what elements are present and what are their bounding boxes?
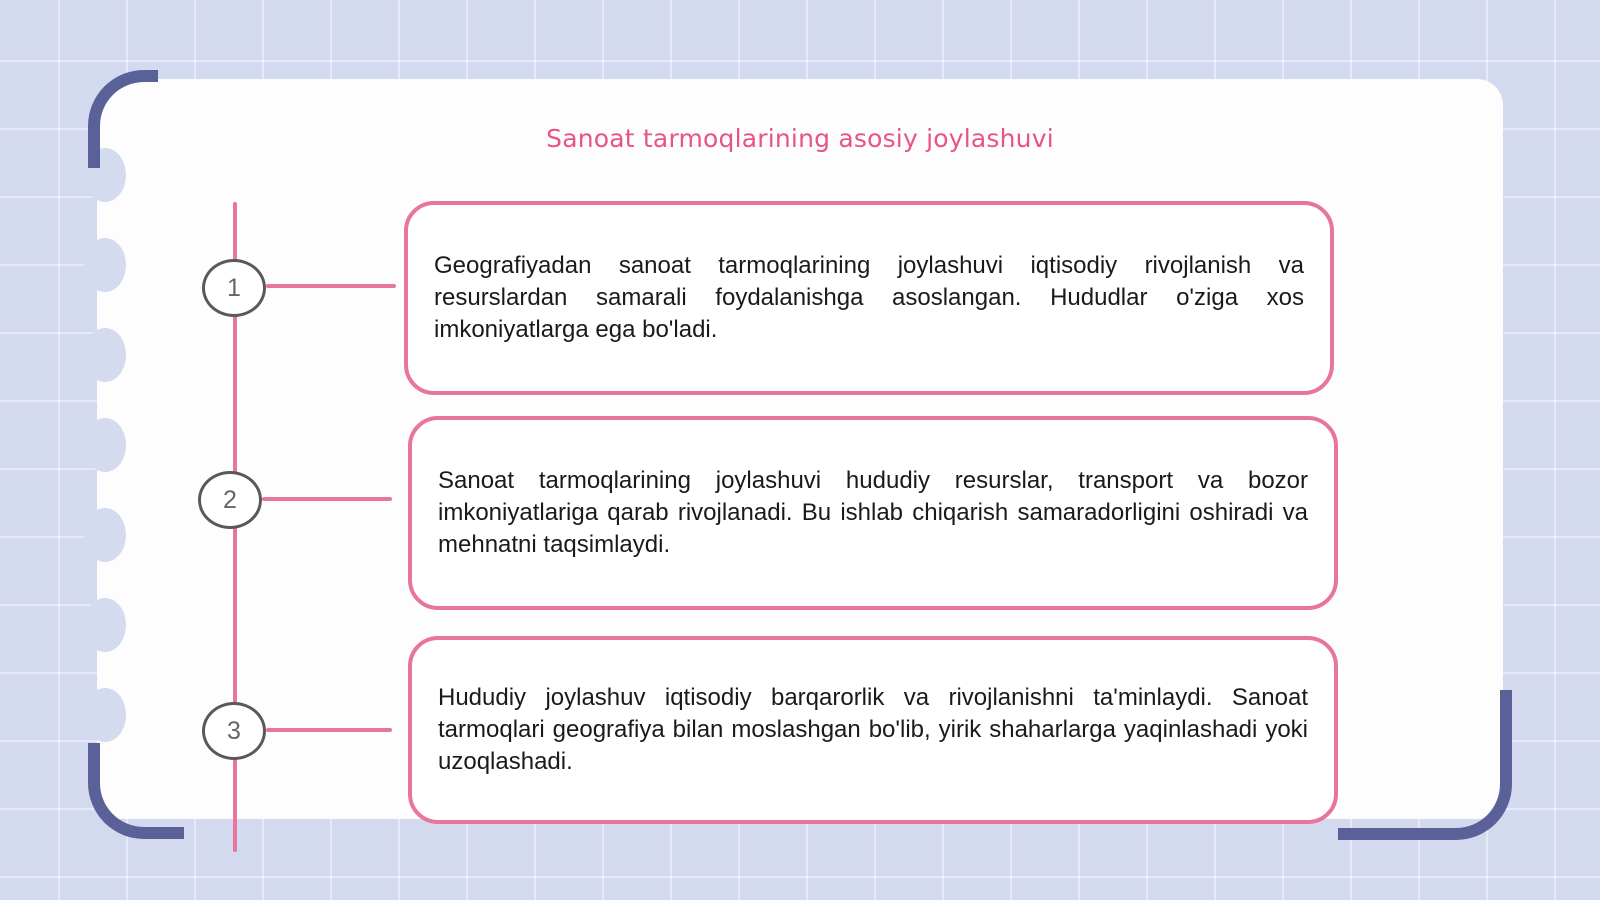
step-number-1: 1 [202,259,266,317]
step-card-text: Geografiyadan sanoat tarmoqlarining joylashuvi iqtisodiy rivojlanish va resurslardan samarali foydalanishga asoslangan. Hududlar o'ziga xos imkoniyatlarga ega bo'ladi. [434,252,1304,343]
slide-title: Sanoat tarmoqlarining asosiy joylashuvi [546,124,1054,153]
timeline-connector-2 [262,497,392,501]
corner-bracket-top-left [88,70,158,168]
step-card-3 [408,636,1338,824]
step-card-text: Hududiy joylashuv iqtisodiy barqarorlik va rivojlanishni ta'minlaydi. Sanoat tarmoqlari geografiya bilan moslashgan bo'lib, yirik shaharlarga yaqinlashadi yoki uzoqlashadi. [438,684,1308,775]
paper-notch [84,418,126,472]
paper-notch [84,688,126,742]
paper-notch [84,598,126,652]
step-card-2 [408,416,1338,610]
timeline-connector-1 [266,284,396,288]
step-number-3: 3 [202,702,266,760]
paper-notch [84,328,126,382]
timeline-connector-3 [266,728,392,732]
step-number-2: 2 [198,471,262,529]
step-card-1 [404,201,1334,395]
paper-notch [84,238,126,292]
corner-bracket-bottom-left [88,743,184,839]
step-card-text: Sanoat tarmoqlarining joylashuvi hududiy resurslar, transport va bozor imkoniyatlariga qarab rivojlanadi. Bu ishlab chiqarish samaradorligini oshiradi va mehnatni taqsimlaydi. [438,467,1308,558]
paper-notch [84,508,126,562]
corner-bracket-bottom-right [1338,690,1512,840]
